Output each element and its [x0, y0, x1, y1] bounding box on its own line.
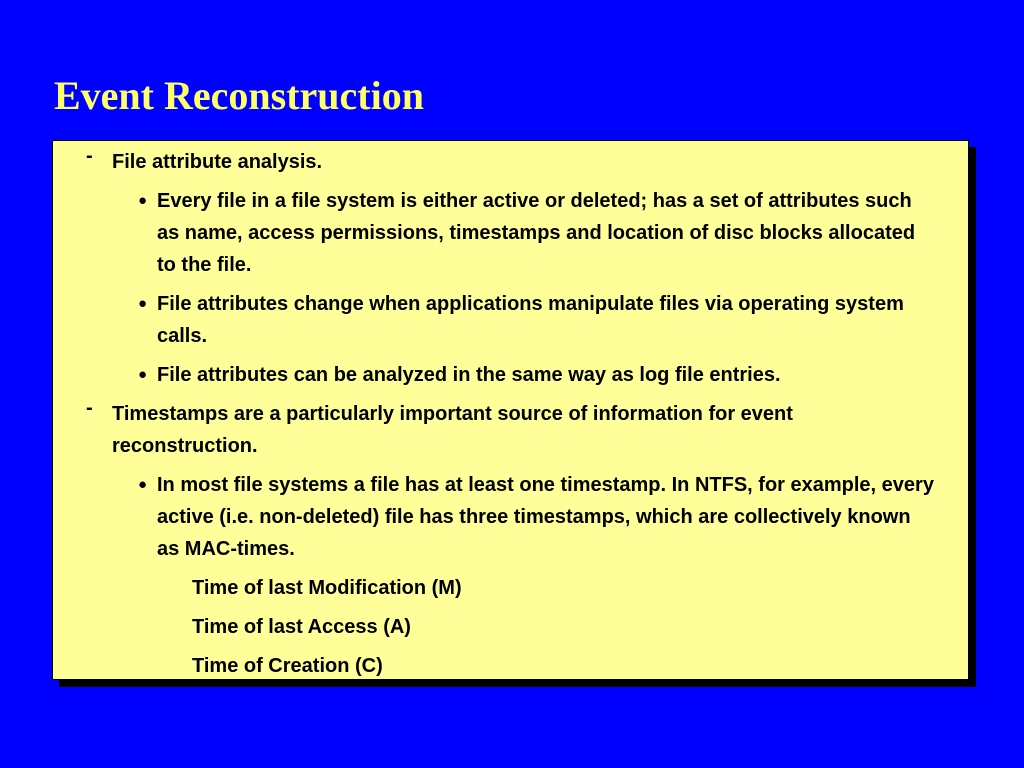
bullet-text: Time of last Access (A): [192, 616, 411, 638]
dash-marker: -: [86, 397, 93, 419]
bullet-text: File attributes change when applications manipulate files via operating system calls.: [157, 293, 904, 347]
bullet-analyzed-like-logs: [53, 359, 968, 391]
bullet-text: Time of last Modification (M): [192, 577, 462, 599]
bullet-text: Time of Creation (C): [192, 655, 383, 677]
bullet-text: File attribute analysis.: [112, 151, 323, 173]
bullet-dot-icon: ●: [138, 366, 148, 383]
mac-time-access: [53, 611, 968, 643]
bullet-text: Timestamps are a particularly important source of information for event reconstruction.: [112, 403, 793, 457]
bullet-text: Every file in a file system is either active or deleted; has a set of attributes such as name, access permissions, timestamps and location of disc blocks allocated to the file.: [157, 190, 916, 276]
bullet-timestamps-important: [53, 398, 968, 462]
bullet-active-or-deleted: [53, 185, 968, 281]
mac-time-creation: [53, 650, 968, 682]
bullet-dot-icon: ●: [138, 295, 148, 312]
bullet-text: File attributes can be analyzed in the same way as log file entries.: [157, 364, 781, 386]
content-box: [52, 140, 969, 680]
bullet-file-attribute-analysis: [53, 146, 968, 178]
bullet-dot-icon: ●: [138, 476, 148, 493]
mac-time-modification: [53, 572, 968, 604]
bullet-mac-times: [53, 469, 968, 565]
dash-marker: -: [86, 145, 93, 167]
bullet-text: In most file systems a file has at least one timestamp. In NTFS, for example, every active (i.e. non-deleted) file has three timestamps, which are collectively known as MAC-times.: [157, 474, 934, 560]
bullet-dot-icon: ●: [138, 192, 148, 209]
slide-title: Event Reconstruction: [54, 73, 424, 118]
bullet-attributes-change: [53, 288, 968, 352]
